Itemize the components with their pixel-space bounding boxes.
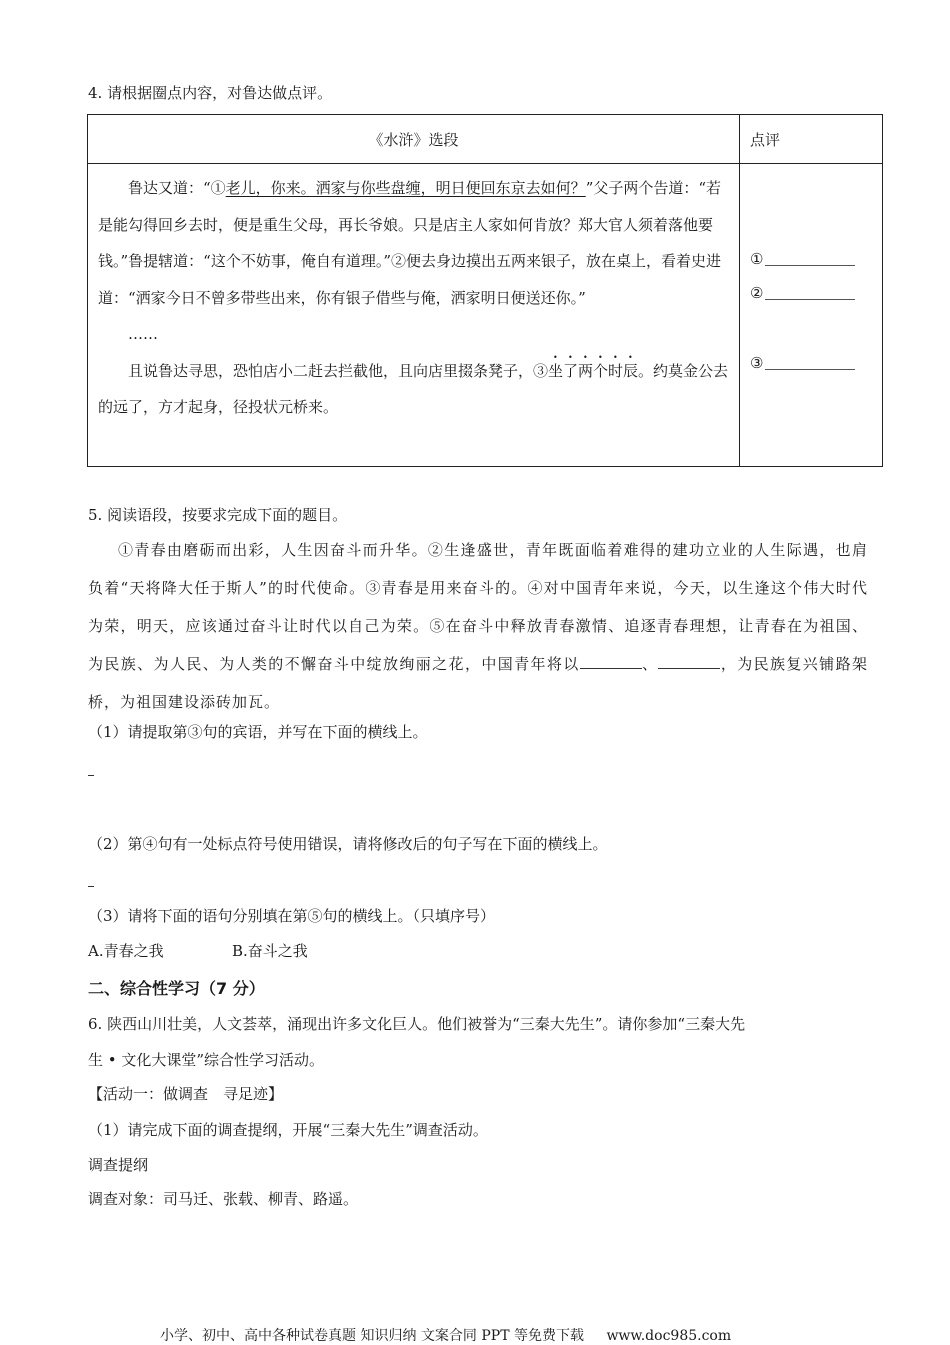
answer-line-2[interactable] bbox=[88, 886, 94, 887]
table-header-comment: 点评 bbox=[740, 115, 883, 164]
excerpt-cell bbox=[88, 164, 740, 467]
outline-title: 调查提纲 bbox=[88, 1156, 149, 1174]
footer-text: 小学、初中、高中各种试卷真题 知识归纳 文案合同 PPT 等免费下载 bbox=[160, 1328, 584, 1344]
q5-sub1: （1）请提取第③句的宾语，并写在下面的横线上。 bbox=[88, 723, 428, 741]
q5-passage: ①青春由磨砺而出彩，人生因奋斗而升华。②生逢盛世，青年既面临着难得的建功立业的人生际遇，也肩负着“天将降大任于斯人”的时代使命。③青春是用来奋斗的。④对中国青年来说，今天，以生逢这个伟大时代为荣，明天，应该通过奋斗让时代以自己为荣。⑤在奋斗中释放青春激情、追逐青春理想，让青春在为祖国、为民族、为人民、为人类的不懈奋斗中绽放绚丽之花，中国青年将以 、 ，为民族复兴铺路架桥，为祖国建设添砖加瓦。 bbox=[88, 541, 868, 711]
q5-prompt: 5. 阅读语段，按要求完成下面的题目。 bbox=[88, 506, 348, 524]
activity-title: 【活动一：做调查 寻足迹】 bbox=[88, 1085, 284, 1103]
q6-sub1: （1）请完成下面的调查提纲，开展“三秦大先生”调查活动。 bbox=[88, 1121, 488, 1139]
passage-blank-1[interactable] bbox=[580, 654, 642, 669]
passage-blank-2[interactable] bbox=[658, 654, 720, 669]
section-heading: 二、综合性学习（7 分） bbox=[88, 979, 265, 998]
q6-line-2: 生 • 文化大课堂”综合性学习活动。 bbox=[88, 1051, 325, 1069]
q5-sub2: （2）第④句有一处标点符号使用错误，请将修改后的句子写在下面的横线上。 bbox=[88, 835, 608, 853]
q4-table bbox=[87, 114, 883, 467]
comment-cell bbox=[740, 164, 883, 467]
excerpt-paragraph-2: 且说鲁达寻思，恐怕店小二赶去拦截他，且向店里掇条凳子，③坐了两个时辰。约莫金公去的远了，方才起身，径投状元桥来。 bbox=[98, 361, 729, 416]
answer-line-1[interactable] bbox=[88, 775, 94, 776]
comment-blank-3[interactable]: ③ bbox=[750, 354, 855, 372]
table-header-excerpt: 《水浒》选段 bbox=[88, 115, 740, 164]
underlined-phrase: 老儿，你来。洒家与你些盘缠，明日便回东京去如何？ bbox=[225, 179, 586, 197]
excerpt-paragraph-1: 鲁达又道：“①老儿，你来。洒家与你些盘缠，明日便回东京去如何？”父子两个告道：“若是能勾得回乡去时，便是重生父母，再长爷娘。只是店主人家如何肯放？郑大官人须着落他要钱。”鲁提辖道：“这个不妨事，俺自有道理。”②便去身边摸出五两来银子，放在桌上，看着史进道：“洒家今日不曾多带些出来，你有银子借些与俺，洒家明日便送还你。” bbox=[98, 179, 722, 307]
dotted-phrase: 坐了两个时辰 bbox=[548, 361, 639, 380]
comment-blank-2[interactable]: ② bbox=[750, 284, 855, 302]
q4-prompt: 4. 请根据圈点内容，对鲁达做点评。 bbox=[88, 84, 333, 102]
outline-target: 调查对象：司马迁、张载、柳青、路遥。 bbox=[88, 1190, 359, 1208]
q5-sub3: （3）请将下面的语句分别填在第⑤句的横线上。（只填序号） bbox=[88, 907, 496, 925]
q6-line-1: 6. 陕西山川壮美，人文荟萃，涌现出许多文化巨人。他们被誉为“三秦大先生”。请你参加“三秦大先 bbox=[88, 1015, 746, 1033]
option-a: A.青春之我 bbox=[88, 942, 164, 960]
page-footer bbox=[160, 1325, 731, 1345]
comment-blank-1[interactable]: ① bbox=[750, 250, 855, 268]
excerpt-ellipsis: …… bbox=[128, 325, 158, 343]
option-b: B.奋斗之我 bbox=[232, 942, 308, 960]
footer-url[interactable]: www.doc985.com bbox=[606, 1328, 732, 1344]
